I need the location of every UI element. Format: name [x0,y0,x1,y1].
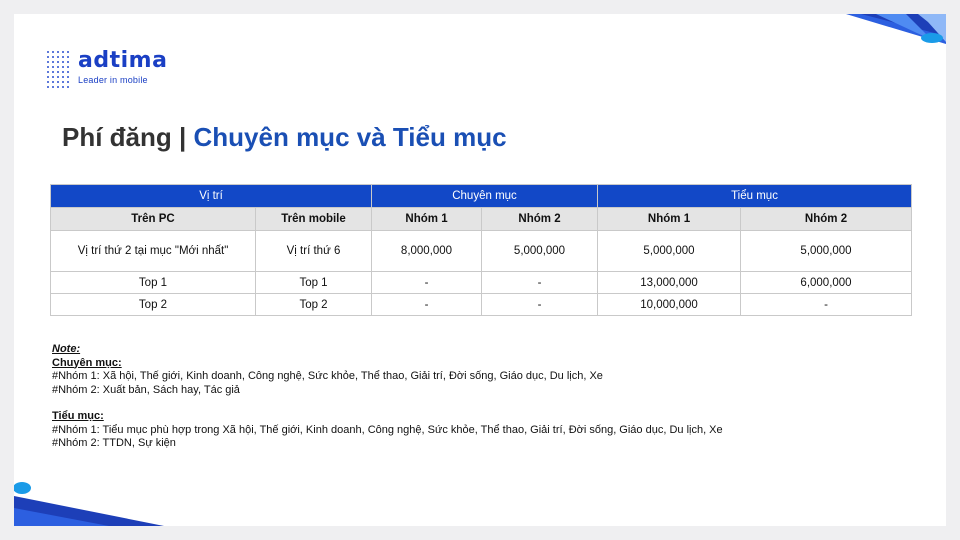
corner-decoration-bottom-left [14,478,164,526]
table-cell: Top 2 [256,294,372,316]
page-title [62,122,507,153]
table-cell: 5,000,000 [598,231,741,272]
note-spacer [52,397,723,410]
table-cell: - [741,294,912,316]
logo-wordmark-part1: ad [78,48,110,73]
table-row [51,272,912,294]
page-title-prefix: Phí đăng | [62,122,194,152]
subheader-tren-mobile: Trên mobile [256,208,372,231]
corner-decoration-top-right [806,14,946,58]
table-group-header-row [51,185,912,208]
header-vi-tri: Vị trí [51,185,372,208]
note-tieu-muc-heading: Tiểu mục: [52,410,104,422]
page-title-accent: Chuyên mục và Tiểu mục [193,122,507,152]
table-cell: Top 2 [51,294,256,316]
note-label: Note: [52,343,81,355]
logo-dot-grid-icon [46,50,70,88]
subheader-tren-pc: Trên PC [51,208,256,231]
pricing-table [50,184,912,316]
note-chuyen-muc-group-2: #Nhóm 2: Xuất bản, Sách hay, Tác giả [52,383,240,396]
subheader-chuyen-muc-nhom-2: Nhóm 2 [482,208,598,231]
note-tieu-muc-group-1: #Nhóm 1: Tiểu mục phù hợp trong Xã hội, Thế giới, Kinh doanh, Công nghệ, Sức khỏe, Thể thao, Giải trí, Đời sống, Giáo dục, Du lịch, Xe [52,423,723,436]
table-cell: Vị trí thứ 2 tại mục "Mới nhất" [51,231,256,272]
table-cell: - [482,294,598,316]
subheader-tieu-muc-nhom-2: Nhóm 2 [741,208,912,231]
subheader-tieu-muc-nhom-1: Nhóm 1 [598,208,741,231]
adtima-logo [46,50,167,88]
logo-tagline: Leader in mobile [78,75,148,85]
table-row [51,231,912,272]
table-cell: 5,000,000 [741,231,912,272]
table-sub-header-row [51,208,912,231]
table-cell: 5,000,000 [482,231,598,272]
table-cell: 13,000,000 [598,272,741,294]
header-chuyen-muc: Chuyên mục [372,185,598,208]
table-cell: 6,000,000 [741,272,912,294]
table-cell: 10,000,000 [598,294,741,316]
table-cell: 8,000,000 [372,231,482,272]
table-row [51,294,912,316]
table-cell: - [372,272,482,294]
table-cell: - [482,272,598,294]
table-cell: Top 1 [51,272,256,294]
note-chuyen-muc-heading: Chuyên mục: [52,356,122,369]
note-tieu-muc-group-2: #Nhóm 2: TTDN, Sự kiện [52,437,176,449]
logo-wordmark-part2: tima [109,48,168,73]
table-cell: Vị trí thứ 6 [256,231,372,272]
table-cell: Top 1 [256,272,372,294]
note-chuyen-muc-group-1: #Nhóm 1: Xã hội, Thế giới, Kinh doanh, Công nghệ, Sức khỏe, Thể thao, Giải trí, Đời sống, Giáo dục, Du lịch, Xe [52,370,603,382]
logo-wordmark [78,50,167,72]
table-cell: - [372,294,482,316]
subheader-chuyen-muc-nhom-1: Nhóm 1 [372,208,482,231]
header-tieu-muc: Tiểu mục [598,185,912,208]
notes-section [52,343,723,451]
